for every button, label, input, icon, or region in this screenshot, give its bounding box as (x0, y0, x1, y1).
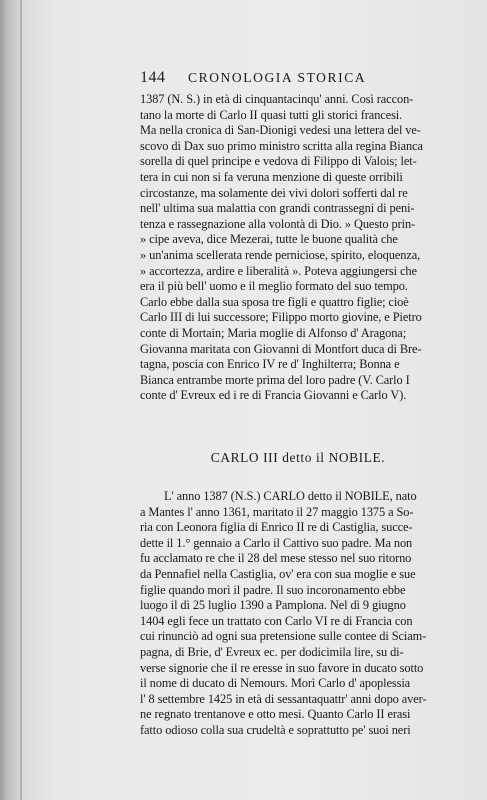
text-line: scovo di Dax suo primo ministro scritta alla regina Bianca (140, 138, 423, 153)
text-line: il nome di ducato di Nemours. Morì Carlo d' apoplessia (140, 676, 411, 691)
text-line: verse signorie che il re eresse in suo favore in ducato sotto (140, 660, 424, 675)
text-line: era il più bell' uomo e il meglio formato del suo tempo. (140, 279, 408, 294)
text-line: a Mantes l' anno 1361, maritato il 27 maggio 1375 a So- (140, 504, 414, 519)
chronicle-text-carlo-iii (140, 489, 456, 739)
scan-margin (0, 0, 20, 800)
page-header (140, 69, 460, 89)
text-line: fatto odioso colla sua crudeltà e soprattutto pe' suoi neri (140, 722, 411, 737)
text-line: 1404 egli fece un trattato con Carlo VI re di Francia con (140, 613, 413, 628)
text-line: figlie quando morì il padre. Il suo incoronamento ebbe (140, 582, 406, 597)
text-line: tano la morte di Carlo II quasi tutti gli storici francesi. (140, 107, 403, 122)
page-fold-shadow (20, 0, 22, 800)
text-line: luogo il dì 25 luglio 1390 a Pamplona. Nel dì 9 giugno (140, 598, 406, 613)
text-line: Giovanna maritata con Giovanni di Montfort duca di Bre- (140, 341, 422, 356)
text-line: l' 8 settembre 1425 in età di sessantaquattr' anni dopo aver- (140, 691, 427, 706)
text-line: pagna, di Brie, d' Evreux ec. per dodicimila lire, su di- (140, 644, 404, 659)
text-line: circostanze, ma solamente dei vivi dolori sofferti dal re (140, 185, 408, 200)
text-line: ria con Leonora figlia di Enrico II re di Castiglia, succe- (140, 520, 413, 535)
text-line: Carlo ebbe dalla sua sposa tre figli e quattro figlie; cioè (140, 294, 409, 309)
text-line: cui rinunciò ad ogni sua pretensione sulle contee di Sciam- (140, 629, 427, 644)
page-number: 144 (140, 69, 166, 86)
text-line: ne regnato trentanove e otto mesi. Quanto Carlo II erasi (140, 707, 411, 722)
text-line: » accortezza, ardire e liberalità ». Poteva aggiungersi che (140, 263, 417, 278)
text-line: Carlo III di lui successore; Filippo morto giovine, e Pietro (140, 310, 422, 325)
text-line: » un'anima scellerata rende perniciose, spirito, eloquenza, (140, 247, 421, 262)
text-line: L' anno 1387 (N.S.) CARLO detto il NOBILE, nato (164, 489, 417, 503)
text-line: dette il 1.° gennaio a Carlo il Cattivo suo padre. Ma non (140, 535, 413, 550)
chronicle-text-continuation (140, 92, 456, 404)
section-heading: CARLO III detto il NOBILE. (210, 450, 386, 465)
text-line: tenza e rassegnazione alla volontà di Dio. » Questo prin- (140, 216, 416, 231)
text-line: 1387 (N. S.) in età di cinquantacinqu' anni. Così raccon- (140, 92, 414, 106)
text-line: tagna, poscia con Enrico IV re d' Inghilterra; Bonna e (140, 357, 400, 372)
text-line: conte d' Evreux ed i re di Francia Giovanni e Carlo V). (140, 388, 407, 403)
text-line: sorella di quel principe e vedova di Filippo di Valois; let- (140, 154, 417, 169)
text-line: Bianca entrambe morte prima del loro padre (V. Carlo I (140, 372, 410, 387)
text-line: nell' ultima sua malattia con grandi contrassegni di peni- (140, 201, 415, 216)
text-line: conte di Mortain; Maria moglie di Alfonso d' Aragona; (140, 325, 407, 340)
text-line: Ma nella cronica di San-Dionigi vedesi una lettera del ve- (140, 123, 421, 138)
text-line: da Pennafiel nella Castiglia, ov' era con sua moglie e sue (140, 566, 416, 581)
text-line: fu acclamato re che il 28 del mese stesso nel suo ritorno (140, 551, 412, 566)
text-line: tera in cui non si fa veruna menzione di queste orribili (140, 169, 403, 184)
text-line: » cipe aveva, dice Mezerai, tutte le buone qualità che (140, 232, 398, 247)
running-head: CRONOLOGIA STORICA (188, 70, 367, 85)
